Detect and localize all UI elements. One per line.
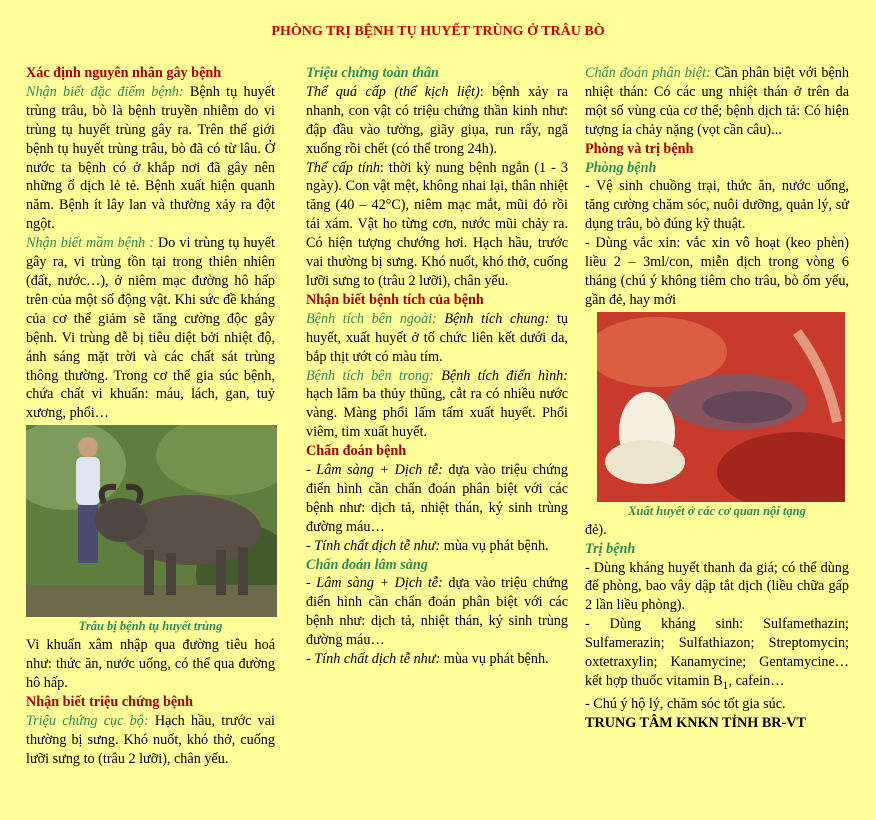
text-treat-2a: - Dùng kháng sinh: Sulfamethazin; Sulfamerazin; Sulfathiazon; Streptomycin; oxtetraxylin; Kanamycine; Gentamycine… kết hợp thuốc vitamin B	[585, 616, 849, 689]
text-agent: Do vi trùng tụ huyết gây ra, vi trùng tồn tại trong thiên nhiên (đất, nước…), ở niêm mạc đường hô hấp trên của một số động vật. Khi sức đề kháng của cơ thể giảm sẽ tăng cường độc gây bệnh. Vi trùng dễ bị tiêu diệt bởi nhiệt độ, ánh sáng mặt trời và các chất sát trùng thông thường. Trong cơ thể gia súc bệnh, chứa chất vi khuẩn: máu, lách, gan, tuỷ xương, phổi…	[26, 235, 275, 422]
heading-prevent-treat: Phòng và trị bệnh	[585, 140, 694, 157]
text-acute: : bệnh xảy ra nhanh, con vật có triệu chứng thần kinh như: đập đầu vào tường, giãy giụa, run rẩy, ngã xuống rồi chết (có thể trong 24h).	[306, 83, 568, 157]
label-external-general: Bệnh tích chung:	[436, 310, 550, 327]
para-diag-1	[306, 461, 568, 537]
para-internal	[306, 367, 568, 443]
buffalo-photo-illustration	[26, 425, 277, 617]
para-local	[26, 712, 275, 769]
column-3	[585, 64, 849, 732]
text-treat-2-subscript: 1	[722, 677, 729, 692]
para-external	[306, 310, 568, 367]
heading-diagnosis: Chẩn đoán bệnh	[306, 443, 407, 460]
para-subacute	[306, 159, 568, 291]
photo-caption-buffalo: Trâu bị bệnh tụ huyết trùng	[78, 619, 223, 634]
text-internal: hạch lâm ba thủy thũng, cắt ra có nhiều nước vàng. Màng phổi lấm tấm xuất huyết. Phổi viêm, tim xuất huyết.	[306, 386, 568, 441]
text-subacute: : thời kỳ nung bệnh ngắn (1 - 3 ngày). Con vật mệt, không nhai lại, thân nhiệt tăng (40 – 42°C), niêm mạc mắt, mũi đỏ rồi tái xám. Vật ho từng cơn, nước mũi chảy ra. Có hiện tượng chướng hơi. Hạch hầu, trước vai thường bị sưng. Khó nuốt, khó thở, cuống lưỡi sưng to (trâu 2 lưỡi), chân yếu.	[306, 159, 568, 289]
hemorrhage-photo-illustration	[597, 312, 845, 502]
buffalo-photo	[26, 425, 277, 617]
text-differential: Cần phân biệt với bệnh nhiệt thán: Có các ung nhiệt thán ở trên da một số vùng của cơ thể; bệnh dịch tả: Có hiện tượng ỉa chảy nặng (vọt cần câu)...	[585, 65, 849, 138]
column-2	[306, 64, 568, 669]
para-entry: Vi khuẩn xâm nhập qua đường tiêu hoá như: thức ăn, nước uống, có thể qua đường hô hấp.	[26, 637, 275, 691]
label-feature: Nhận biết đặc điểm bệnh:	[26, 83, 184, 100]
text-diag-2: mùa vụ phát bệnh.	[440, 537, 549, 554]
heading-prevention: Phòng bệnh	[585, 159, 657, 176]
heading-general: Triệu chứng toàn thân	[306, 65, 439, 81]
heading-clinical: Chẩn đoán lâm sàng	[306, 556, 428, 573]
text-diag-1: dựa vào triệu chứng điển hình cần chẩn đoán phân biệt với các bệnh như: dịch tả, nhiệt thán, ký sinh trùng đường máu…	[306, 462, 568, 535]
label-clin-1: - Lâm sàng + Dịch tễ:	[306, 575, 443, 592]
para-diag-2	[306, 537, 568, 556]
label-agent: Nhận biết mầm bệnh :	[26, 235, 154, 252]
column-1	[26, 64, 275, 768]
text-treat-2b: , cafein…	[728, 672, 785, 689]
para-clin-2	[306, 650, 568, 669]
para-treat-2	[585, 615, 849, 694]
label-differential: Chẩn đoán phân biệt:	[585, 65, 711, 81]
label-internal: Bệnh tích bên trong:	[306, 367, 434, 384]
para-feature	[26, 83, 275, 234]
label-subacute: Thể cấp tính	[306, 159, 380, 176]
para-differential	[585, 64, 849, 140]
label-external: Bệnh tích bên ngoài:	[306, 310, 437, 327]
para-treat-3: - Chú ý hộ lý, chăm sóc tốt gia súc.	[585, 695, 786, 712]
photo-caption-hemorrhage: Xuất huyết ở các cơ quan nội tạng	[628, 503, 806, 518]
para-prev-1: - Vệ sinh chuồng trại, thức ăn, nước uống, tăng cường chăm sóc, nuôi dưỡng, quản lý, sử dụng trâu, bò đúng kỹ thuật.	[585, 178, 849, 233]
label-clin-2: - Tính chất dịch tễ như:	[306, 651, 441, 668]
para-treat-1: - Dùng kháng huyết thanh đa giá; có thể dùng để phòng, bao vây dập tắt dịch (liều chữa gấp 2 lần liều phòng).	[585, 559, 849, 614]
text-local: Hạch hầu, trước vai thường bị sưng. Khó nuốt, khó thở, cuống lưỡi sưng to (trâu 2 lưỡi), chân yếu.	[26, 712, 275, 767]
text-external: tụ huyết, xuất huyết ở tổ chức liên kết dưới da, bắp thịt ướt có màu tím.	[306, 310, 569, 365]
text-clin-2: mùa vụ phát bệnh.	[440, 651, 549, 668]
heading-cause: Xác định nguyên nhân gây bệnh	[26, 65, 222, 81]
page-title: PHÒNG TRỊ BỆNH TỤ HUYẾT TRÙNG Ở TRÂU BÒ	[271, 24, 605, 39]
footer-organization: TRUNG TÂM KNKN TỈNH BR-VT	[585, 714, 806, 731]
para-clin-1	[306, 574, 568, 650]
para-prev-2-end: đẻ).	[585, 521, 607, 538]
label-diag-2: - Tính chất dịch tễ như:	[306, 537, 441, 554]
label-internal-typical: Bệnh tích điển hình:	[433, 367, 568, 384]
label-diag-1: - Lâm sàng + Dịch tễ:	[306, 462, 443, 479]
hemorrhage-photo	[597, 312, 845, 502]
para-prev-2: - Dùng vắc xin: vắc xin vô hoạt (keo phèn) liều 2 – 3ml/con, miễn dịch trong vòng 6 tháng (chú ý không tiêm cho trâu, bò ốm yếu, gần đẻ, hay mới	[585, 235, 849, 308]
heading-lesion: Nhận biết bệnh tích của bệnh	[306, 291, 484, 308]
para-agent	[26, 234, 275, 423]
label-local: Triệu chứng cục bộ:	[26, 712, 149, 729]
text-clin-1: dựa vào triệu chứng điển hình cần chẩn đoán phân biệt với các bệnh như: dịch tả, nhiệt thán, ký sinh trùng đường máu…	[306, 575, 568, 649]
heading-symptom: Nhận biết triệu chứng bệnh	[26, 693, 193, 710]
label-acute: Thể quá cấp (thể kịch liệt)	[306, 83, 480, 100]
para-acute	[306, 83, 568, 159]
heading-treatment: Trị bệnh	[585, 540, 636, 557]
text-feature: Bệnh tụ huyết trùng trâu, bò là bệnh truyền nhiễm do vi trùng tụ huyết trùng gây ra. Trên thế giới bệnh tụ huyết trùng trâu, bò đã có từ lâu. Ở nước ta bệnh có ở khắp nơi đã gây nên những ổ dịch lẻ tẻ. Bệnh xuất hiện quanh năm. Bệnh ít lây lan và thường xảy ra đột ngột.	[26, 83, 275, 233]
